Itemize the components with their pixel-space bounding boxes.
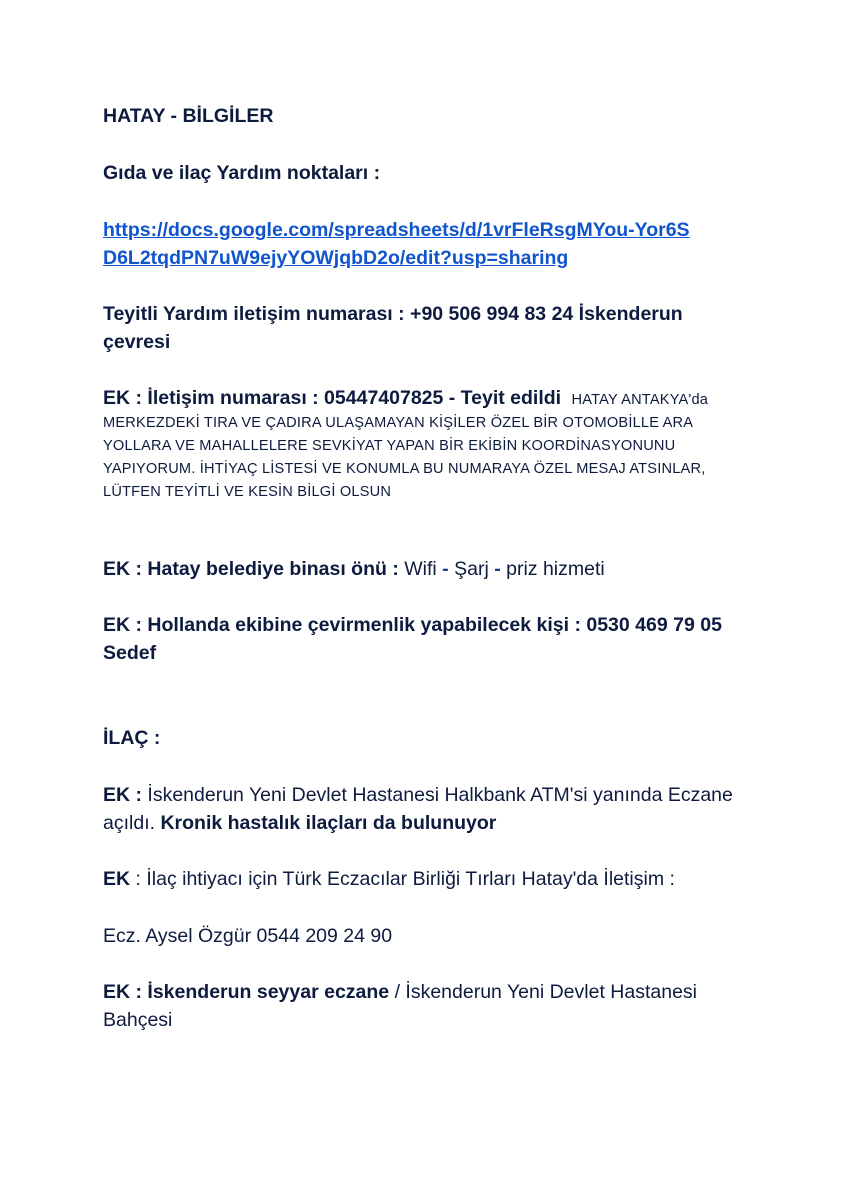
document-title: HATAY - BİLGİLER: [103, 105, 274, 127]
ek4-line: [103, 781, 743, 837]
ek2-separator-2: -: [494, 558, 501, 580]
ek5-line: [103, 865, 763, 893]
ek2-line: [103, 555, 605, 583]
ek5-text: : İlaç ihtiyacı için Türk Eczacılar Birliği Tırları Hatay'da İletişim :: [135, 868, 675, 890]
ek6-line: [103, 978, 743, 1034]
ek6-text: / İskenderun Yeni Devlet Hastanesi Bahçesi: [103, 981, 698, 1031]
ek4-bold-text: Kronik hastalık ilaçları da bulunuyor: [160, 812, 497, 834]
food-med-heading: Gıda ve ilaç Yardım noktaları :: [103, 162, 381, 184]
ek2-heading: EK : Hatay belediye binası önü :: [103, 558, 399, 580]
spreadsheet-link-block[interactable]: [103, 216, 763, 272]
ek2-separator-1: -: [442, 558, 449, 580]
ek2-sarj: Şarj: [454, 558, 489, 580]
ek4-label: EK :: [103, 784, 142, 806]
ek3-line: EK : Hollanda ekibine çevirmenlik yapabilecek kişi : 0530 469 79 05 Sedef: [103, 614, 722, 664]
spreadsheet-link-line2[interactable]: D6L2tqdPN7uW9ejyYOWjqbD2o/edit?usp=sharing: [103, 247, 569, 269]
ek4-text: İskenderun Yeni Devlet Hastanesi Halkbank ATM'si yanında Eczane açıldı.: [103, 784, 733, 834]
ek1-heading: EK : İletişim numarası : 05447407825 - Teyit edildi: [103, 387, 562, 409]
ek2-priz: priz hizmeti: [506, 558, 605, 580]
spreadsheet-link-line1[interactable]: https://docs.google.com/spreadsheets/d/1vrFleRsgMYou-Yor6S: [103, 219, 690, 241]
ek1-block: [103, 384, 743, 504]
verified-contact: Teyitli Yardım iletişim numarası : +90 506 994 83 24 İskenderun çevresi: [103, 303, 683, 353]
pharmacist-contact: Ecz. Aysel Özgür 0544 209 24 90: [103, 925, 393, 947]
ilac-heading: İLAÇ :: [103, 727, 161, 749]
ek2-wifi: Wifi: [404, 558, 437, 580]
ek6-heading: EK : İskenderun seyyar eczane: [103, 981, 390, 1003]
ek1-description: HATAY ANTAKYA'da MERKEZDEKİ TIRA VE ÇADIRA ULAŞAMAYAN KİŞİLER ÖZEL BİR OTOMOBİLLE ARA YOLLARA VE MAHALLELERE SEVKİYAT YAPAN BİR EKİBİN KOORDİNASYONUNU YAPIYORUM. İHTİYAÇ LİSTESİ VE KONUMLA BU NUMARAYA ÖZEL MESAJ ATSINLAR, LÜTFEN TEYİTLİ VE KESİN BİLGİ OLSUN: [103, 392, 709, 500]
ek5-label: EK: [103, 868, 131, 890]
